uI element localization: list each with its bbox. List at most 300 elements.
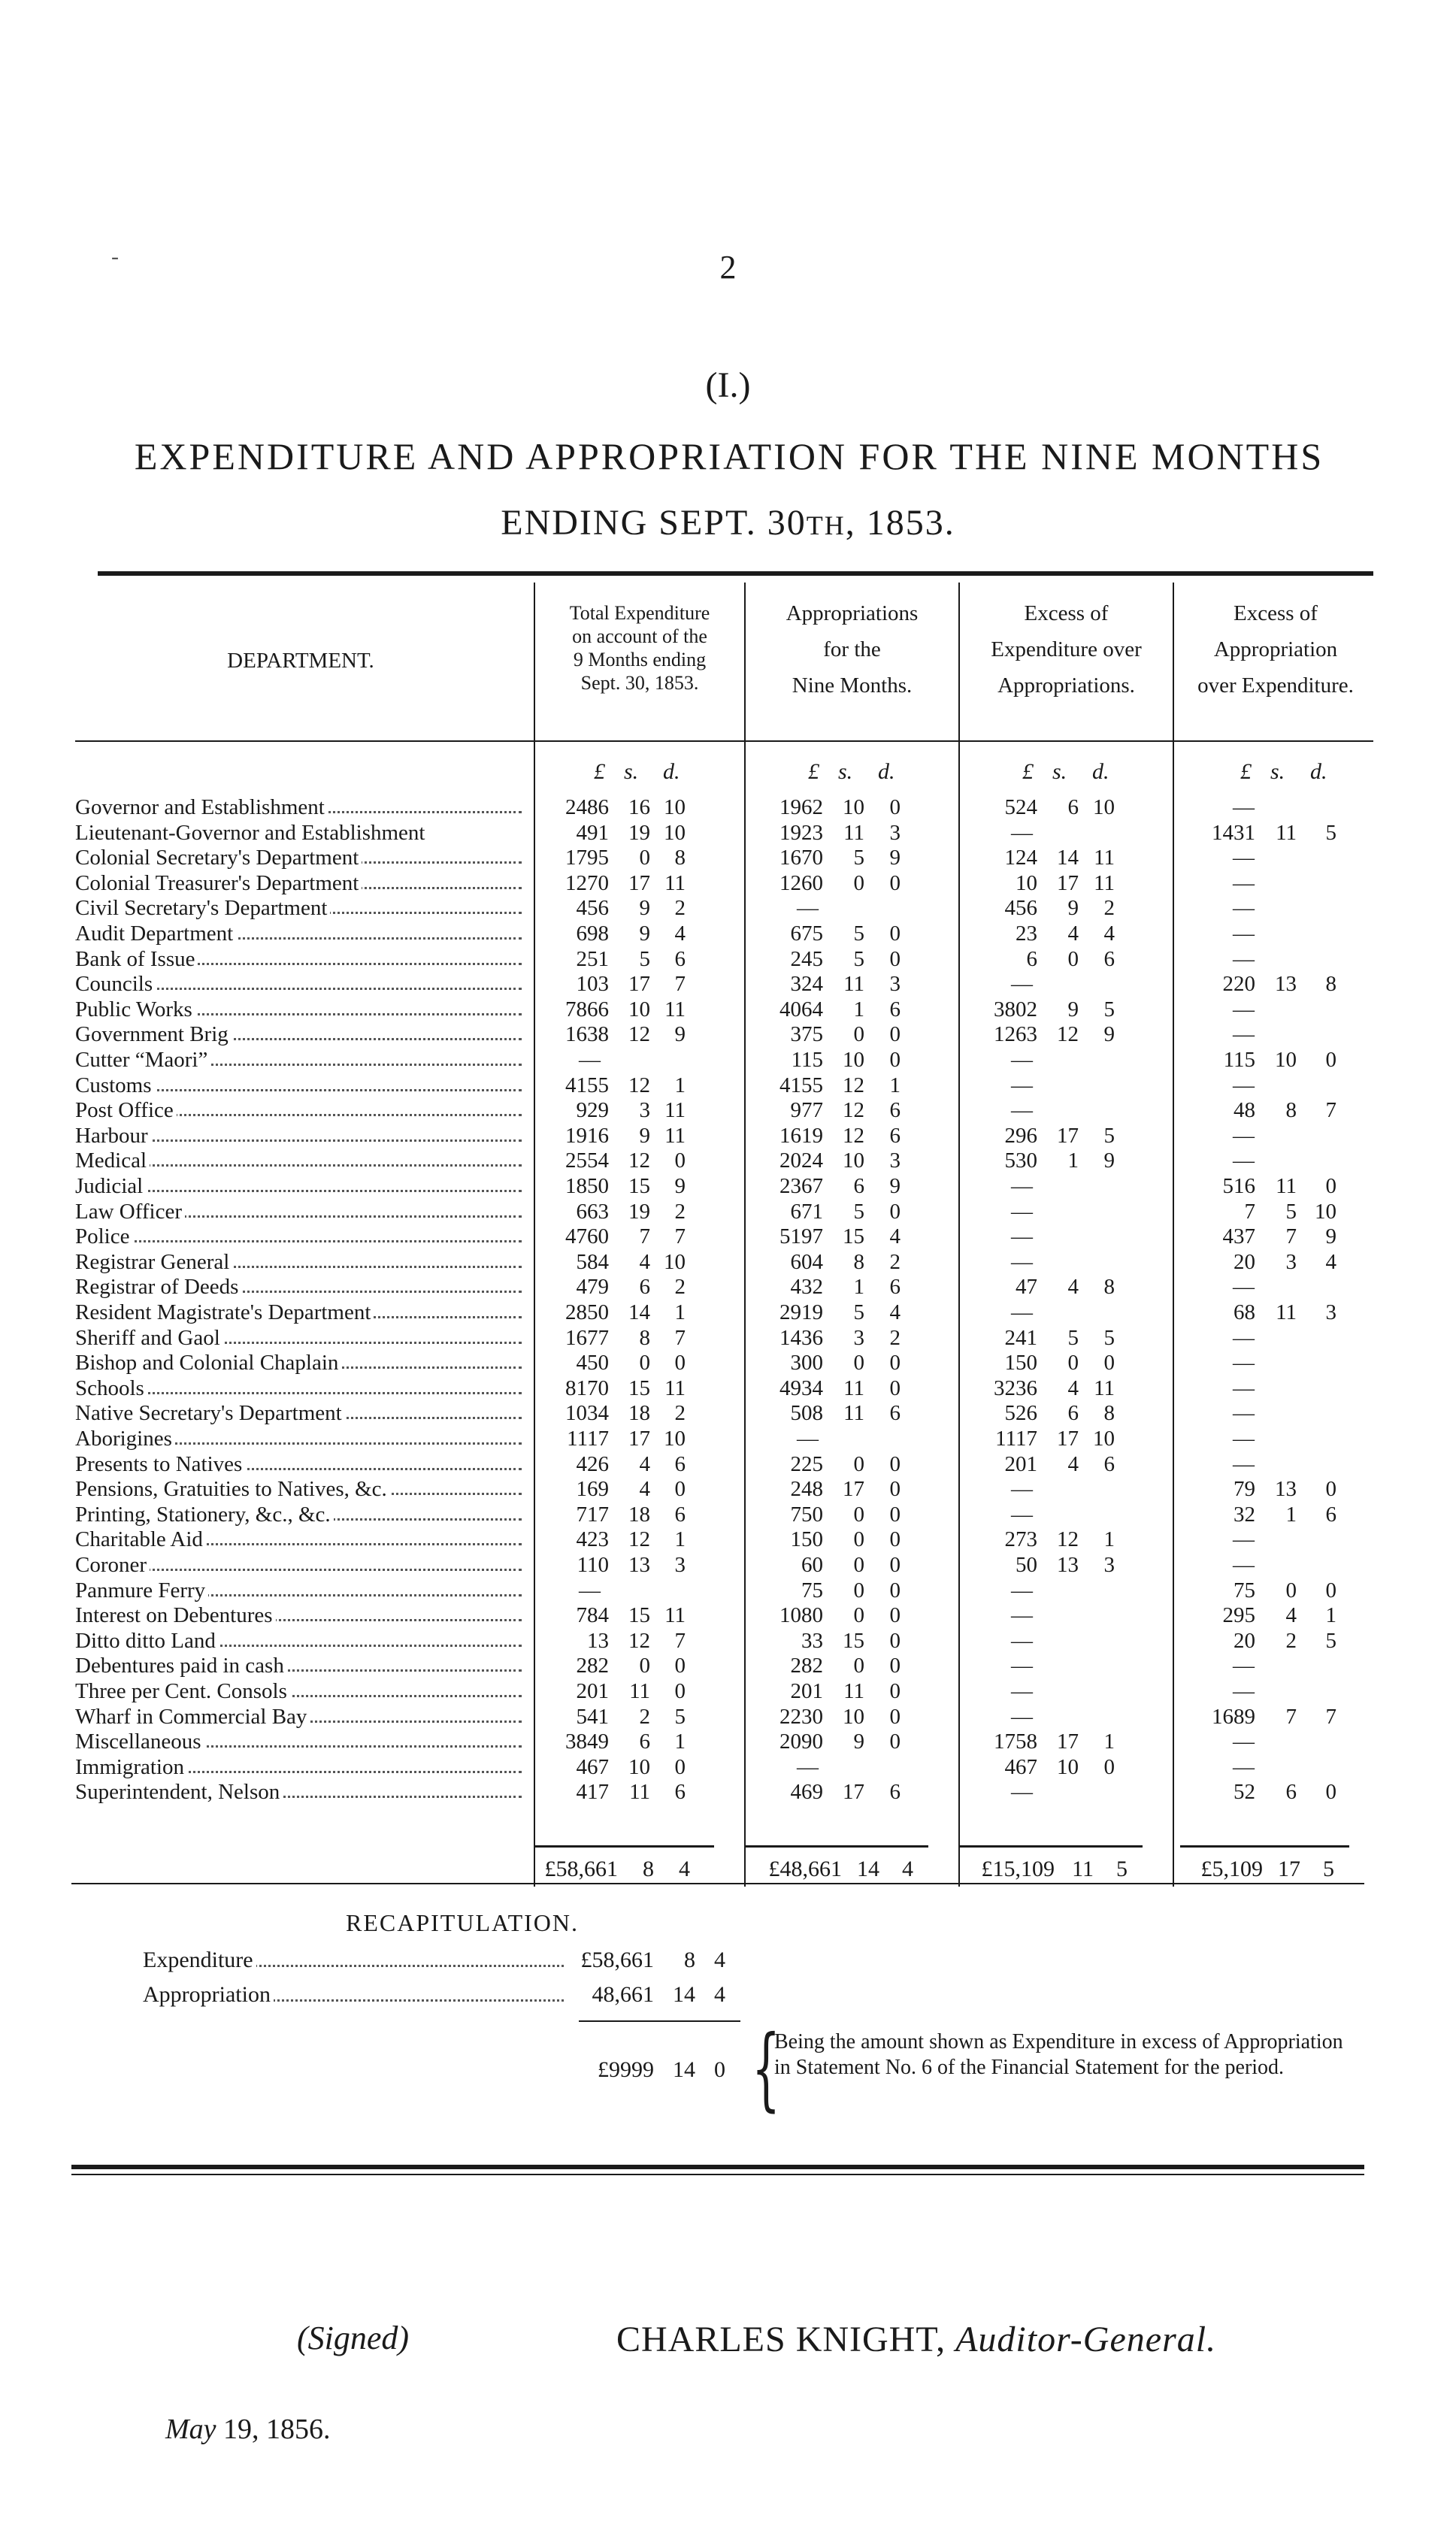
amount-app-shillings: 5 [853,1199,864,1224]
recap-expenditure-shillings: 8 [684,1947,695,1972]
header-appropriations-line: Appropriations [786,601,919,625]
amount-exp-pounds: 1850 [565,1174,609,1198]
title-suffix: TH [806,510,846,540]
amount-app-shillings: 12 [843,1098,864,1123]
amount-app-pence: 0 [889,795,901,819]
amount-app-shillings: 5 [853,1300,864,1324]
amount-exa-pounds: 32 [1234,1502,1255,1527]
amount-app-pence: 0 [889,1628,901,1653]
header-department: DEPARTMENT. [227,649,374,673]
amount-exa-dash: — [1233,1451,1255,1476]
amount-app-pounds: 469 [790,1780,823,1805]
table-row [0,1022,1456,1047]
amount-exp-pence: 11 [664,1098,686,1123]
amount-exp-shillings: 12 [628,1628,650,1653]
amount-exe-shillings: 0 [1067,1351,1079,1376]
amount-app-pence: 1 [889,1073,901,1097]
amount-exp-shillings: 11 [629,1780,650,1805]
amount-app-pounds: 2367 [779,1174,823,1198]
amount-app-pence: 0 [889,946,901,971]
amount-exe-shillings: 1 [1067,1149,1079,1173]
amount-exp-pounds: 491 [576,820,609,845]
amount-app-pence: 9 [889,1174,901,1198]
amount-exp-shillings: 12 [628,1073,650,1097]
table-row [0,1048,1456,1073]
date-month: May [165,2414,216,2445]
amount-app-shillings: 10 [843,795,864,819]
amount-exa-shillings: 0 [1285,1578,1297,1602]
amount-exp-shillings: 12 [628,1527,650,1552]
amount-exp-shillings: 17 [628,1427,650,1451]
department-cell [75,1654,526,1678]
amount-exe-dash: — [1011,1199,1033,1224]
amount-app-pence: 6 [889,1098,901,1123]
amount-exp-pence: 0 [674,1754,686,1779]
amount-exe-shillings: 12 [1057,1022,1079,1047]
date-rest: 19, 1856. [223,2414,331,2445]
amount-exa-pounds: 1431 [1212,820,1255,845]
amount-app-pence: 3 [889,820,901,845]
amount-exe-dash: — [1011,1603,1033,1628]
table-row [0,1098,1456,1123]
table-row [0,922,1456,946]
amount-exe-pence: 0 [1103,1351,1115,1376]
amount-app-shillings: 11 [843,972,864,997]
amount-exp-pounds: 541 [576,1704,609,1729]
amount-exp-pounds: 784 [576,1603,609,1628]
amount-exe-dash: — [1011,1502,1033,1527]
header-excess-appropriation-line: over Expenditure. [1197,673,1354,698]
department-name: Immigration [75,1755,187,1779]
amount-app-shillings: 10 [843,1149,864,1173]
amount-exe-dash: — [1011,1477,1033,1502]
amount-exe-dash: — [1011,972,1033,997]
department-name: Registrar General [75,1250,232,1274]
footer-rule-thick [71,2165,1364,2169]
amount-exa-dash: — [1233,870,1255,895]
amount-exp-pounds: 1270 [565,870,609,895]
table-row [0,1553,1456,1578]
table-row [0,1275,1456,1300]
amount-exa-shillings: 11 [1276,820,1297,845]
amount-exp-pounds: 2850 [565,1300,609,1324]
amount-exa-pence: 9 [1325,1224,1336,1249]
table-row [0,1452,1456,1477]
amount-exe-dash: — [1011,1048,1033,1072]
amount-exe-shillings: 9 [1067,896,1079,921]
amount-exe-pence: 9 [1103,1022,1115,1047]
amount-exa-pence: 5 [1325,1628,1336,1653]
amount-app-pounds: 324 [790,972,823,997]
amount-exe-pounds: 241 [1004,1325,1037,1350]
amount-app-pence: 0 [889,870,901,895]
amount-exp-pounds: 2554 [565,1149,609,1173]
amount-exp-pounds: 717 [576,1502,609,1527]
department-cell [75,1224,526,1249]
department-name: Post Office [75,1098,177,1122]
total-rule-3 [958,1845,1143,1848]
amount-app-pounds: 201 [790,1679,823,1703]
amount-app-shillings: 0 [853,1578,864,1602]
amount-exp-pounds: 423 [576,1527,609,1552]
amount-exp-shillings: 9 [639,896,650,921]
amount-exa-pence: 0 [1325,1578,1336,1602]
amount-exe-shillings: 14 [1057,846,1079,870]
amount-exp-shillings: 3 [639,1098,650,1123]
recap-title: RECAPITULATION. [346,1909,579,1936]
table-row [0,1527,1456,1552]
amount-app-pence: 0 [889,1451,901,1476]
amount-exe-pounds: 150 [1004,1351,1037,1376]
total-exe-shillings: 11 [1072,1857,1094,1881]
amount-app-pence: 0 [889,1553,901,1577]
amount-exe-pounds: 3802 [994,997,1037,1021]
amount-app-pence: 0 [889,1704,901,1729]
amount-exp-shillings: 12 [628,1149,650,1173]
recap-expenditure [143,1947,744,1974]
amount-exp-shillings: 14 [628,1300,650,1324]
department-cell [75,871,526,896]
amount-exe-pence: 6 [1103,946,1115,971]
department-name: Registrar of Deeds [75,1275,241,1299]
department-cell [75,1527,526,1552]
amount-app-shillings: 0 [853,1527,864,1552]
amount-exp-pounds: 13 [587,1628,609,1653]
amount-exp-pounds: 1638 [565,1022,609,1047]
amount-exe-pounds: 47 [1016,1275,1037,1300]
department-name: Lieutenant-Governor and Establishment [75,821,428,845]
amount-exa-dash: — [1233,946,1255,971]
amount-app-pounds: 2090 [779,1730,823,1754]
recap-difference-pence: 0 [714,2057,725,2082]
amount-app-shillings: 5 [853,946,864,971]
amount-app-pence: 6 [889,1123,901,1148]
department-cell [75,1553,526,1578]
amount-app-pounds: 604 [790,1249,823,1274]
amount-exe-shillings: 4 [1067,1376,1079,1400]
amount-app-shillings: 5 [853,846,864,870]
amount-exa-pounds: 220 [1222,972,1255,997]
header-excess-appropriation [1174,595,1377,704]
amount-exp-pence: 11 [664,1376,686,1400]
amount-app-pounds: 1670 [779,846,823,870]
amount-exe-pence: 1 [1103,1527,1115,1552]
pound-sign-exa: £ [1240,759,1252,784]
amount-app-shillings: 0 [853,1603,864,1628]
amount-exp-shillings: 9 [639,922,650,946]
amount-exp-pence: 8 [674,846,686,870]
pence-unit-exp: d. [663,759,680,784]
amount-exp-shillings: 11 [629,1679,650,1703]
amount-exp-pounds: 282 [576,1654,609,1678]
header-excess-appropriation-line: Excess of [1234,601,1318,625]
amount-exe-pounds: 456 [1004,896,1037,921]
amount-exe-pence: 3 [1103,1553,1115,1577]
department-name: Interest on Debentures [75,1603,276,1627]
department-name: Presents to Natives [75,1452,245,1476]
department-cell [75,846,526,870]
amount-exp-pence: 10 [664,795,686,819]
title-main: ENDING SEPT. 30 [501,503,807,543]
amount-exp-pence: 0 [674,1477,686,1502]
amount-exp-shillings: 0 [639,846,650,870]
department-name: Coroner [75,1553,150,1577]
amount-app-shillings: 0 [853,1451,864,1476]
amount-exp-pounds: 3849 [565,1730,609,1754]
amount-exe-dash: — [1011,1300,1033,1324]
amount-app-pence: 0 [889,1679,901,1703]
amount-exp-shillings: 16 [628,795,650,819]
amount-exe-pence: 0 [1103,1754,1115,1779]
amount-exa-dash: — [1233,997,1255,1021]
recap-difference-pounds: £9999 [598,2057,654,2082]
department-cell [75,1477,526,1502]
header-excess-expenditure-line: Excess of [1024,601,1109,625]
amount-exp-pence: 6 [674,946,686,971]
department-cell [75,1427,526,1451]
amount-app-shillings: 9 [853,1730,864,1754]
amount-exp-pounds: 929 [576,1098,609,1123]
amount-app-pounds: 750 [790,1502,823,1527]
amount-exp-pounds: 169 [576,1477,609,1502]
amount-app-pounds: 75 [801,1578,823,1602]
amount-exe-shillings: 4 [1067,922,1079,946]
amount-app-dash: — [797,1754,819,1779]
table-row [0,1503,1456,1527]
amount-exa-dash: — [1233,1679,1255,1703]
table-row [0,1603,1456,1628]
amount-exp-pence: 4 [674,922,686,946]
pence-unit-exa: d. [1310,759,1327,784]
amount-exp-pence: 0 [674,1654,686,1678]
amount-exe-shillings: 17 [1057,1427,1079,1451]
department-name: Sheriff and Gaol [75,1326,223,1350]
amount-exe-dash: — [1011,1654,1033,1678]
amount-app-pence: 9 [889,846,901,870]
amount-exe-dash: — [1011,1628,1033,1653]
recap-appropriation-pounds: 48,661 [592,1982,654,2007]
pound-sign-app: £ [808,759,819,784]
amount-app-pence: 0 [889,1048,901,1072]
amount-exa-shillings: 13 [1275,972,1297,997]
amount-app-shillings: 0 [853,1654,864,1678]
amount-exp-pounds: 584 [576,1249,609,1274]
header-bottom-rule [75,740,1373,742]
amount-app-shillings: 5 [853,922,864,946]
amount-exp-pence: 0 [674,1351,686,1376]
amount-exa-dash: — [1233,1754,1255,1779]
amount-exp-pence: 2 [674,896,686,921]
total-exe-pence: 5 [1116,1857,1128,1881]
amount-app-pence: 2 [889,1325,901,1350]
amount-app-pence: 6 [889,1780,901,1805]
amount-exe-pence: 11 [1094,1376,1115,1400]
amount-exp-pence: 2 [674,1199,686,1224]
department-name: Audit Department [75,922,236,946]
department-name: Cutter “Maori” [75,1048,210,1072]
amount-exe-dash: — [1011,1704,1033,1729]
amount-exp-pence: 5 [674,1704,686,1729]
amount-app-pence: 0 [889,1527,901,1552]
department-cell [75,1326,526,1351]
signer-title: Auditor-General. [955,2320,1217,2359]
amount-exa-dash: — [1233,1553,1255,1577]
amount-exp-shillings: 19 [628,1199,650,1224]
table-row [0,1477,1456,1502]
amount-exp-shillings: 6 [639,1730,650,1754]
department-name: Charitable Aid [75,1527,206,1551]
amount-app-pounds: 4155 [779,1073,823,1097]
recap-note: Being the amount shown as Expenditure in excess of Appropriation in Statement No. 6 of the Financial Statement for the period. [774,2030,1343,2079]
amount-exp-pounds: 251 [576,946,609,971]
total-exa-pounds: £5,109 [1200,1857,1263,1881]
amount-app-pounds: 375 [790,1022,823,1047]
amount-exp-pence: 9 [674,1174,686,1198]
department-name: Government Brig [75,1022,232,1046]
amount-app-shillings: 3 [853,1325,864,1350]
amount-exp-pounds: 426 [576,1451,609,1476]
header-total-expenditure [535,601,744,695]
amount-exp-pounds: 1117 [567,1427,609,1451]
amount-exa-pounds: 7 [1244,1199,1255,1224]
amount-app-pounds: 1619 [779,1123,823,1148]
amount-app-pounds: 1080 [779,1603,823,1628]
amount-exa-dash: — [1233,1654,1255,1678]
department-name: Schools [75,1376,147,1400]
department-cell [75,1300,526,1325]
pound-sign-exe: £ [1022,759,1034,784]
recap-difference-shillings: 14 [673,2057,695,2082]
table-row [0,1224,1456,1249]
amount-exa-pounds: 79 [1234,1477,1255,1502]
department-cell [75,1401,526,1426]
amount-exa-pounds: 52 [1234,1780,1255,1805]
amount-app-pence: 0 [889,1730,901,1754]
department-name: Councils [75,972,156,996]
amount-app-pounds: 115 [791,1048,823,1072]
amount-exp-pounds: 7866 [565,997,609,1021]
amount-exa-pence: 0 [1325,1477,1336,1502]
amount-exa-dash: — [1233,1427,1255,1451]
recap-appropriation-pence: 4 [714,1982,725,2007]
amount-app-pence: 6 [889,1275,901,1300]
signer [616,2319,1216,2360]
recap-appropriation-label: Appropriation [143,1982,274,2007]
department-name: Colonial Secretary's Department [75,846,362,870]
amount-exe-shillings: 6 [1067,1401,1079,1426]
signature-date [165,2413,331,2446]
amount-exp-pence: 9 [674,1022,686,1047]
shillings-unit-exa: s. [1270,759,1285,784]
amount-exp-pounds: 467 [576,1754,609,1779]
department-name: Civil Secretary's Department [75,896,330,920]
header-total-expenditure-line: 9 Months ending [573,649,707,670]
amount-exe-dash: — [1011,1578,1033,1602]
department-cell [75,1755,526,1780]
amount-app-pounds: 248 [790,1477,823,1502]
amount-app-pounds: 4934 [779,1376,823,1400]
amount-exa-shillings: 1 [1285,1502,1297,1527]
amount-exe-shillings: 12 [1057,1527,1079,1552]
total-app-pence: 4 [902,1857,913,1881]
amount-exe-pence: 10 [1093,1427,1115,1451]
department-cell [75,922,526,946]
amount-exa-pence: 0 [1325,1174,1336,1198]
table-row [0,846,1456,870]
amount-exa-dash: — [1233,1123,1255,1148]
footer-rule-thin [71,2174,1364,2175]
amount-app-pounds: 1260 [779,870,823,895]
department-name: Aborigines [75,1427,175,1451]
table-row [0,795,1456,820]
amount-app-pence: 3 [889,1149,901,1173]
amount-app-pence: 6 [889,1401,901,1426]
amount-app-pounds: 2024 [779,1149,823,1173]
amount-exe-pounds: 6 [1026,946,1037,971]
amount-exp-pence: 7 [674,1325,686,1350]
amount-app-pence: 4 [889,1300,901,1324]
amount-exp-pounds: 698 [576,922,609,946]
amount-exe-pounds: 530 [1004,1149,1037,1173]
recap-rule [579,2020,740,2022]
department-name: Law Officer [75,1200,185,1224]
department-cell [75,821,526,846]
signed-label: (Signed) [297,2320,410,2356]
header-appropriations-line: Nine Months. [792,673,913,698]
amount-exe-dash: — [1011,820,1033,845]
amount-exa-dash: — [1233,1275,1255,1300]
table-row [0,1578,1456,1603]
total-app-pounds: £48,661 [768,1857,842,1881]
department-cell [75,972,526,997]
amount-exp-pence: 0 [674,1679,686,1703]
amount-exe-pounds: 23 [1016,922,1037,946]
amount-exp-shillings: 17 [628,972,650,997]
header-excess-expenditure [960,595,1173,704]
amount-exe-pence: 11 [1094,870,1115,895]
amount-app-pounds: 33 [801,1628,823,1653]
amount-exa-shillings: 7 [1285,1704,1297,1729]
amount-exp-shillings: 10 [628,1754,650,1779]
department-name: Judicial [75,1174,146,1198]
amount-app-shillings: 0 [853,1553,864,1577]
amount-exp-pounds: 1677 [565,1325,609,1350]
amount-app-pounds: 225 [790,1451,823,1476]
amount-exp-pence: 6 [674,1502,686,1527]
department-name: Bank of Issue [75,947,198,971]
amount-exp-pence: 11 [664,870,686,895]
total-exp-shillings: 8 [643,1857,654,1881]
amount-exe-dash: — [1011,1679,1033,1703]
amount-exp-pence: 11 [664,1123,686,1148]
amount-exp-pounds: 2486 [565,795,609,819]
amount-exa-pounds: 295 [1222,1603,1255,1628]
department-cell [75,1048,526,1073]
table-row [0,1780,1456,1805]
amount-exp-shillings: 15 [628,1174,650,1198]
amount-exa-shillings: 6 [1285,1780,1297,1805]
amount-exa-pounds: 115 [1223,1048,1255,1072]
header-excess-appropriation-line: Appropriation [1213,637,1338,661]
department-cell [75,1503,526,1527]
department-cell [75,1629,526,1654]
amount-exe-pounds: 1117 [995,1427,1037,1451]
table-row [0,1174,1456,1199]
amount-app-pence: 0 [889,1022,901,1047]
amount-exe-pounds: 124 [1004,846,1037,870]
amount-exp-shillings: 0 [639,1351,650,1376]
amount-exa-pence: 0 [1325,1780,1336,1805]
